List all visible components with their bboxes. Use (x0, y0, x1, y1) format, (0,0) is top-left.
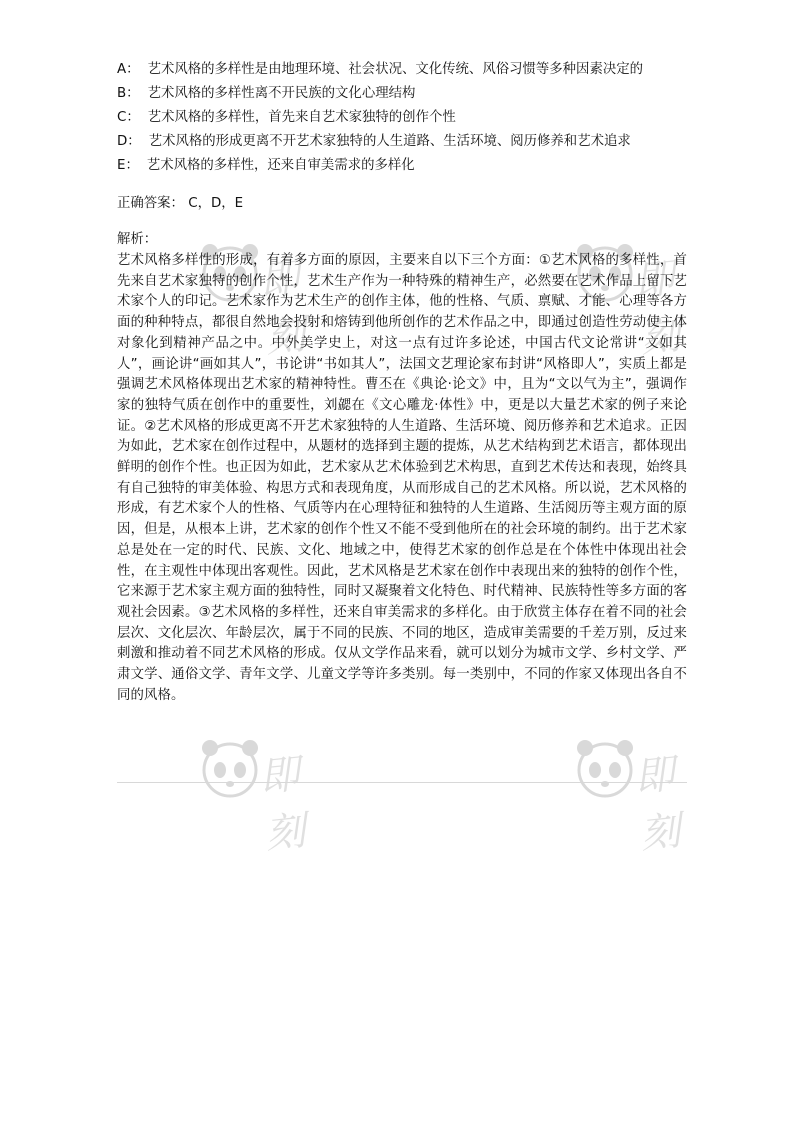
watermark-text: 即刻 (257, 750, 310, 858)
option-text: 艺术风格的多样性离不开民族的文化心理结构 (147, 86, 416, 101)
options-list (117, 60, 687, 176)
answer-value: C，D，E (188, 196, 244, 211)
panda-icon (575, 734, 635, 804)
question-content (117, 60, 687, 706)
watermark-text: 即刻 (257, 254, 310, 362)
correct-answer (117, 194, 687, 214)
option-letter: D： (117, 134, 141, 149)
watermark-text: 即刻 (632, 750, 685, 858)
option-c (117, 108, 687, 128)
option-letter: A： (117, 62, 140, 77)
panda-icon (200, 734, 260, 804)
option-letter: E： (117, 158, 139, 173)
option-text: 艺术风格的形成更离不开艺术家独特的人生道路、生活环境、阅历修养和艺术追求 (148, 134, 631, 149)
watermark (575, 734, 715, 858)
analysis-label: 解析： (117, 232, 158, 247)
answer-label: 正确答案： (117, 196, 184, 211)
option-text: 艺术风格的多样性，还来自审美需求的多样化 (146, 158, 415, 173)
option-d (117, 132, 687, 152)
option-e (117, 156, 687, 176)
watermark (200, 734, 340, 858)
option-a (117, 60, 687, 80)
divider (117, 782, 687, 783)
watermark-text: 即刻 (632, 254, 685, 362)
option-letter: B： (117, 86, 140, 101)
option-letter: C： (117, 110, 140, 125)
option-text: 艺术风格的多样性是由地理环境、社会状况、文化传统、风俗习惯等多种因素决定的 (147, 62, 644, 77)
analysis-body: 艺术风格多样性的形成，有着多方面的原因，主要来自以下三个方面：①艺术风格的多样性，首先来自艺术家独特的创作个性，艺术生产作为一种特殊的精神生产，必然要在艺术作品上留下艺术家个人的印记。艺术家作为艺术生产的创作主体，他的性格、气质、禀赋、才能、心理等各方面的种种特点，都很自然地会投射和熔铸到他所创作的艺术作品之中，即通过创造性劳动使主体对象化到精神产品之中。中外美学史上，对这一点有过许多论述，中国古代文论常讲“文如其人”，画论讲“画如其人”，书论讲“书如其人”，法国文艺理论家布封讲“风格即人”，实质上都是强调艺术风格体现出艺术家的精神特性。曹丕在《典论·论文》中，且为“文以气为主”，强调作家的独特气质在创作中的重要性，刘勰在《文心雕龙·体性》中，更是以大量艺术家的例子来论证。②艺术风格的形成更离不开艺术家独特的人生道路、生活环境、阅历修养和艺术追求。正因为如此，艺术家在创作过程中，从题材的选择到主题的提炼，从艺术结构到艺术语言，都体现出鲜明的创作个性。也正因为如此，艺术家从艺术体验到艺术构思，直到艺术传达和表现，始终具有自己独特的审美体验、构思方式和表现角度，从而形成自己的艺术风格。所以说，艺术风格的形成，有艺术家个人的性格、气质等内在心理特征和独特的人生道路、生活阅历等主观方面的原因，但是，从根本上讲，艺术家的创作个性又不能不受到他所在的社会环境的制约。出于艺术家总是处在一定的时代、民族、文化、地域之中，使得艺术家的创作总是在个体性中体现出社会性，在主观性中体现出客观性。因此，艺术风格是艺术家在创作中表现出来的独特的创作个性，它来源于艺术家主观方面的独特性，同时又凝聚着文化特色、时代精神、民族特性等多方面的客观社会因素。③艺术风格的多样性，还来自审美需求的多样化。由于欣赏主体存在着不同的社会层次、文化层次、年龄层次，属于不同的民族、不同的地区，造成审美需要的千差万别，反过来刺激和推动着不同艺术风格的形成。仅从文学作品来看，就可以划分为城市文学、乡村文学、严肃文学、通俗文学、青年文学、儿童文学等许多类别。每一类别中，不同的作家又体现出各自不同的风格。 (117, 253, 687, 703)
option-b (117, 84, 687, 104)
option-text: 艺术风格的多样性，首先来自艺术家独特的创作个性 (147, 110, 456, 125)
